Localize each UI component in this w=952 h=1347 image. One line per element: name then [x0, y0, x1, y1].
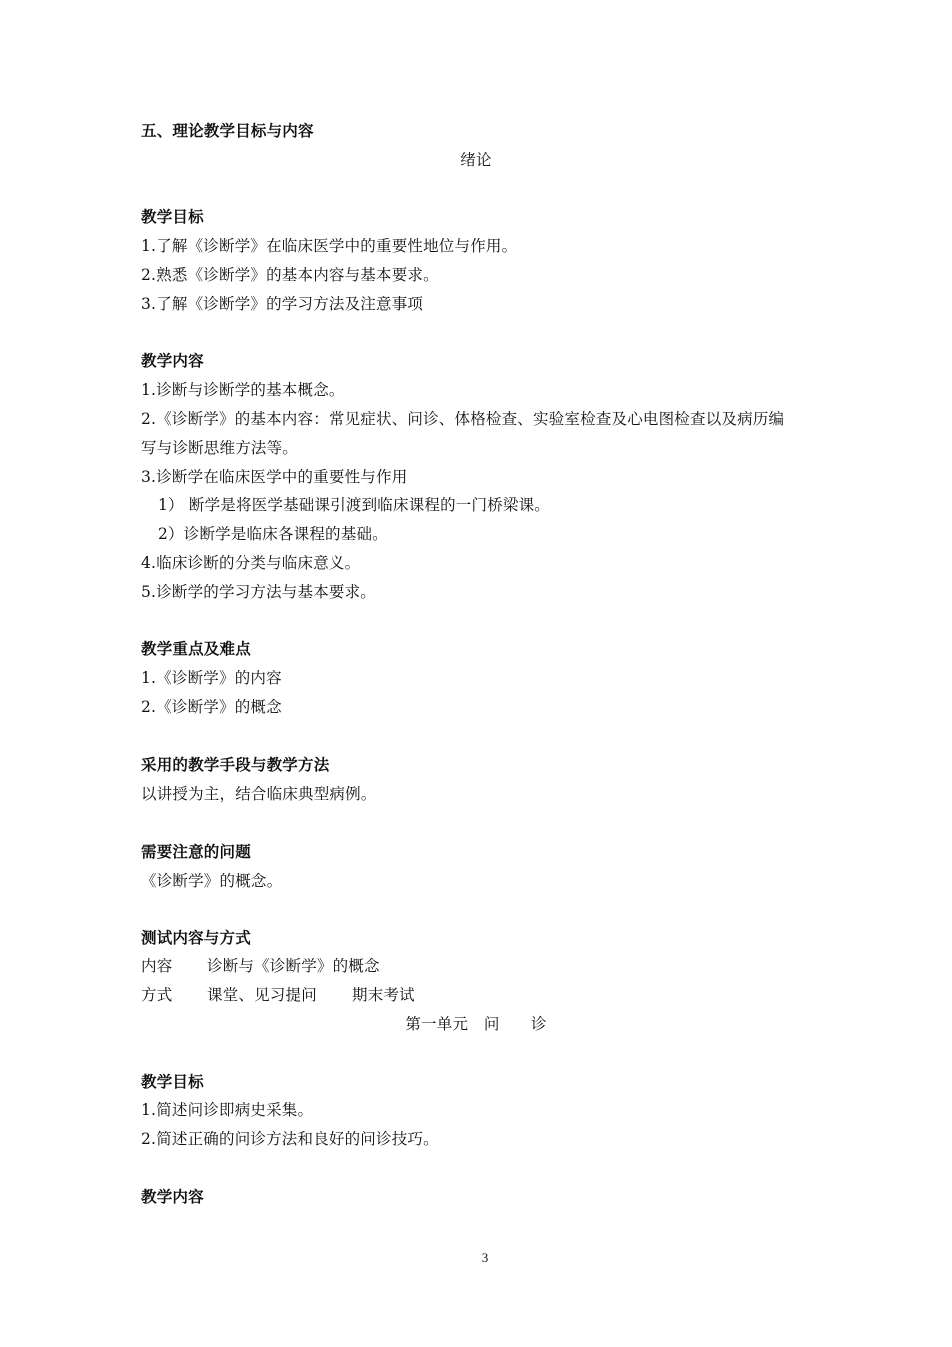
objective-item: 2.熟悉《诊断学》的基本内容与基本要求。	[141, 266, 439, 284]
methods-heading: 采用的教学手段与教学方法	[141, 756, 330, 774]
objective-item: 1.简述问诊即病史采集。	[141, 1101, 314, 1119]
attention-text: 《诊断学》的概念。	[141, 872, 283, 890]
key-points-heading: 教学重点及难点	[141, 640, 251, 658]
key-point-item: 1.《诊断学》的内容	[141, 669, 282, 687]
testing-method-value: 课堂、见习提问	[207, 986, 317, 1004]
content-item: 1.诊断与诊断学的基本概念。	[141, 381, 345, 399]
objectives-heading: 教学目标	[141, 1073, 204, 1091]
content-item: 2.《诊断学》的基本内容：常见症状、问诊、体格检查、实验室检查及心电图检查以及病历编	[141, 410, 785, 428]
methods-text: 以讲授为主，结合临床典型病例。	[141, 785, 377, 803]
objective-item: 3.了解《诊断学》的学习方法及注意事项	[141, 295, 424, 313]
section-title: 五、理论教学目标与内容	[141, 122, 314, 140]
testing-content-value: 诊断与《诊断学》的概念	[207, 957, 380, 975]
testing-method-value: 期末考试	[352, 986, 415, 1004]
content-item: 4.临床诊断的分类与临床意义。	[141, 554, 361, 572]
content-item: 5.诊断学的学习方法与基本要求。	[141, 583, 376, 601]
content-subitem: 1） 断学是将医学基础课引渡到临床课程的一门桥梁课。	[158, 496, 550, 514]
unit-title: 第一单元 问 诊	[405, 1015, 547, 1033]
page-number: 3	[481, 1250, 489, 1265]
testing-heading: 测试内容与方式	[141, 929, 251, 947]
testing-method-row	[141, 985, 415, 1005]
content-subitem: 2）诊断学是临床各课程的基础。	[158, 525, 388, 543]
attention-heading: 需要注意的问题	[141, 843, 251, 861]
content-heading: 教学内容	[141, 352, 204, 370]
chapter-title: 绪论	[460, 151, 492, 169]
content-item-continued: 写与诊断思维方法等。	[141, 439, 299, 457]
testing-method-label: 方式	[141, 986, 173, 1004]
content-item: 3.诊断学在临床医学中的重要性与作用	[141, 468, 408, 486]
content-heading: 教学内容	[141, 1188, 204, 1206]
testing-content-row	[141, 956, 380, 976]
objectives-heading: 教学目标	[141, 208, 204, 226]
objective-item: 2.简述正确的问诊方法和良好的问诊技巧。	[141, 1130, 439, 1148]
key-point-item: 2.《诊断学》的概念	[141, 698, 282, 716]
testing-content-label: 内容	[141, 957, 173, 975]
objective-item: 1.了解《诊断学》在临床医学中的重要性地位与作用。	[141, 237, 518, 255]
